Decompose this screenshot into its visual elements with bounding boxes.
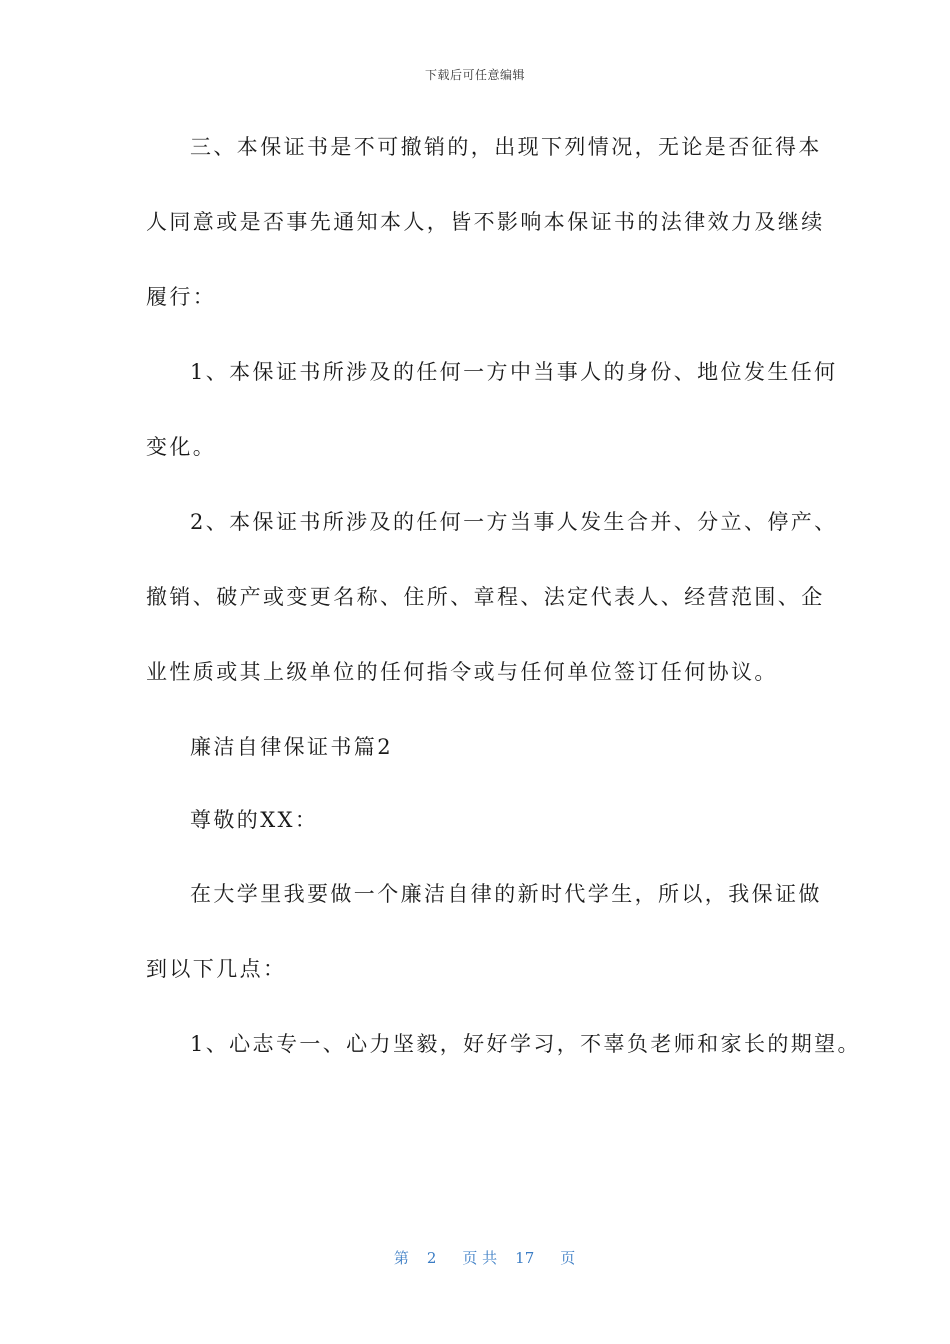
- paragraph-line: 变化。: [146, 435, 217, 459]
- paragraph-line: 到以下几点：: [146, 957, 287, 981]
- footer-prefix: 第: [393, 1249, 409, 1267]
- section-heading: 廉洁自律保证书篇2: [190, 735, 393, 759]
- paragraph-line: 履行：: [146, 285, 217, 309]
- page-footer: [0, 1229, 950, 1286]
- salutation: 尊敬的XX：: [190, 808, 319, 832]
- footer-total-pages: 17: [515, 1249, 535, 1267]
- footer-suffix: 页: [560, 1249, 576, 1267]
- paragraph-line: 2、本保证书所涉及的任何一方当事人发生合并、分立、停产、: [190, 510, 838, 534]
- paragraph-line: 三、本保证书是不可撤销的，出现下列情况，无论是否征得本: [190, 135, 822, 159]
- paragraph-line: 1、本保证书所涉及的任何一方中当事人的身份、地位发生任何: [190, 360, 838, 384]
- paragraph-line: 人同意或是否事先通知本人，皆不影响本保证书的法律效力及继续: [146, 210, 825, 234]
- paragraph-line: 在大学里我要做一个廉洁自律的新时代学生，所以，我保证做: [190, 882, 822, 906]
- header-note: 下载后可任意编辑: [424, 68, 525, 82]
- paragraph-line: 1、心志专一、心力坚毅，好好学习，不辜负老师和家长的期望。: [190, 1032, 861, 1056]
- footer-current-page: 2: [426, 1249, 437, 1267]
- footer-middle: 页 共: [462, 1249, 498, 1267]
- paragraph-line: 业性质或其上级单位的任何指令或与任何单位签订任何协议。: [146, 660, 778, 684]
- paragraph-line: 撤销、破产或变更名称、住所、章程、法定代表人、经营范围、企: [146, 585, 825, 609]
